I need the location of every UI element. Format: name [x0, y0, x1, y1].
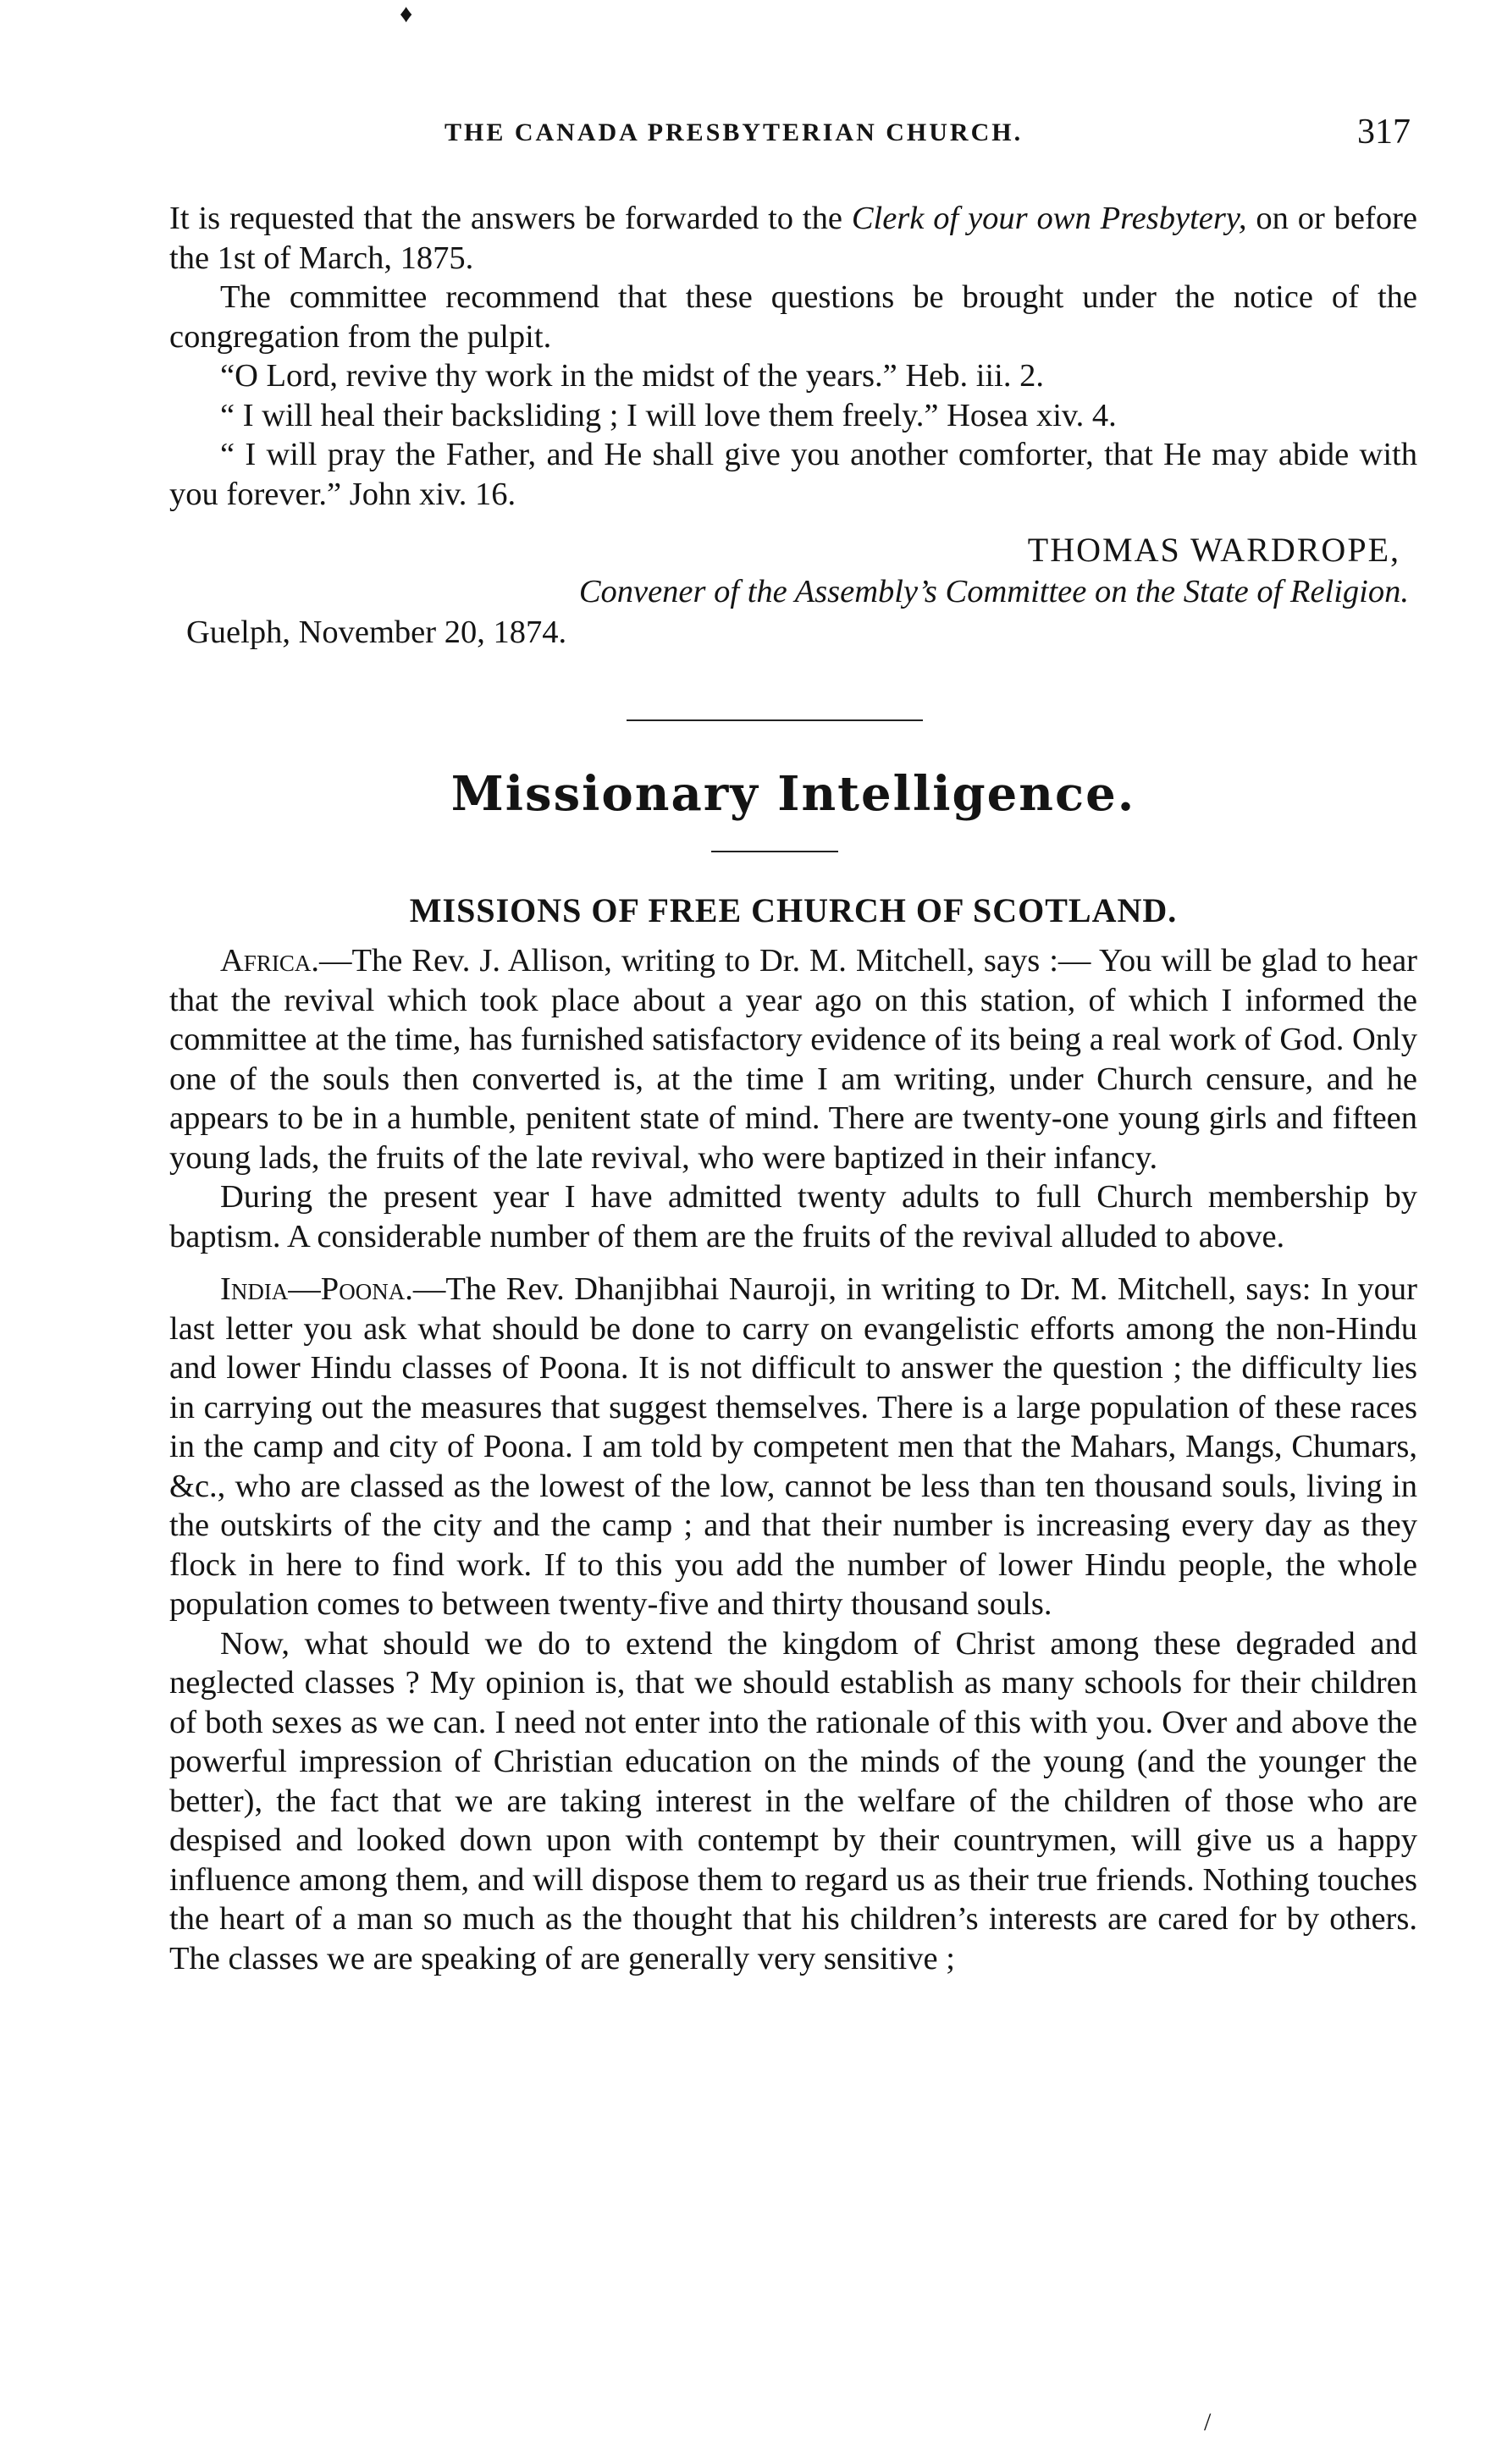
place-and-date: Guelph, November 20, 1874.: [186, 615, 567, 650]
scripture-quote-habakkuk: “O Lord, revive thy work in the midst of the years.” Heb. iii. 2.: [220, 358, 1044, 394]
print-speck: /: [1204, 2408, 1212, 2436]
scripture-quote-hosea: “ I will heal their backsliding ; I will love them freely.” Hosea xiv. 4.: [220, 397, 1117, 433]
running-title: THE CANADA PRESBYTERIAN CHURCH.: [445, 119, 1024, 146]
paragraph-africa-membership: During the present year I have admitted twenty adults to full Church membership by baptism. A considerable number of them are the fruits of the revival alluded to above.: [169, 1179, 1417, 1254]
signatory-office: Convener of the Assembly’s Committee on the State of Religion.: [578, 574, 1409, 609]
running-header: [169, 113, 1417, 152]
section-divider: [627, 719, 923, 721]
africa-lead: Africa.: [220, 943, 319, 978]
page-number: 317: [1357, 113, 1411, 152]
heading-underline: [711, 851, 838, 852]
paragraph-africa: Africa.—The Rev. J. Allison, writing to Dr. M. Mitchell, says :— You will be glad to hear that the revival which took place about a year ago on this station, of which I informed the committee at the time, has furnished satisfactory evidence of its being a real work of God. Only one of the souls then converted is, at the time I am writing, under Church censure, and he appears to be in a humble, penitent state of mind. There are twenty-one young girls and fifteen young lads, the fruits of the late revival, who were baptized in their infancy.: [169, 943, 1417, 1176]
paragraph-answers-request: It is requested that the answers be forwarded to the Clerk of your own Presbytery, on or before the 1st of March, 1875.: [169, 201, 1417, 276]
signature-block: [169, 529, 1417, 653]
paragraph-india-schools: Now, what should we do to extend the kingdom of Christ among these degraded and neglected classes ? My opinion is, that we should establish as many schools for their children of both sexes as we can. I need not enter into the rationale of this with you. Over and above the powerful impression of Christian education on the minds of the young (and the younger the better), the fact that we are taking interest in the welfare of the children of those who are despised and looked down upon with contempt by their countrymen, will give us a happy influence among them, and will dispose them to regard us as their true friends. Nothing touches the heart of a man so much as the thought that his children’s interests are cared for by others. The classes we are speaking of are generally very sensitive ;: [169, 1625, 1417, 1976]
missions-body: [169, 941, 1417, 1978]
section-heading: Missionary Intelligence.: [450, 766, 1136, 822]
india-lead: India—Poona.: [220, 1271, 413, 1307]
presbytery-clerk-emphasis: Clerk of your own Presbytery,: [851, 201, 1247, 236]
paragraph-committee-recommendation: The committee recommend that these questions be brought under the notice of the congregation from the pulpit.: [169, 279, 1417, 355]
paragraph-india: India—Poona.—The Rev. Dhanjibhai Nauroji, in writing to Dr. M. Mitchell, says: In your last letter you ask what should be done to carry on evangelistic efforts among the non-Hindu and lower Hindu classes of Poona. It is not difficult to answer the question ; the difficulty lies in carrying out the measures that suggest themselves. There is a large population of these races in the camp and city of Poona. I am told by competent men that the Mahars, Mangs, Chumars, &c., who are classed as the lowest of the low, cannot be less than ten thousand souls, living in the outskirts of the city and the camp ; and that their number is increasing every day as they flock in here to find work. If to this you add the number of lower Hindu people, the whole population comes to between twenty-five and thirty thousand souls.: [169, 1271, 1417, 1622]
scripture-quote-john: “ I will pray the Father, and He shall give you another comforter, that He may abide with you forever.” John xiv. 16.: [169, 437, 1417, 512]
opening-section: [169, 199, 1417, 514]
print-speck: ♦: [400, 0, 413, 28]
mission-subheading: MISSIONS OF FREE CHURCH OF SCOTLAND.: [409, 891, 1178, 929]
signatory-name: THOMAS WARDROPE,: [1027, 531, 1400, 569]
